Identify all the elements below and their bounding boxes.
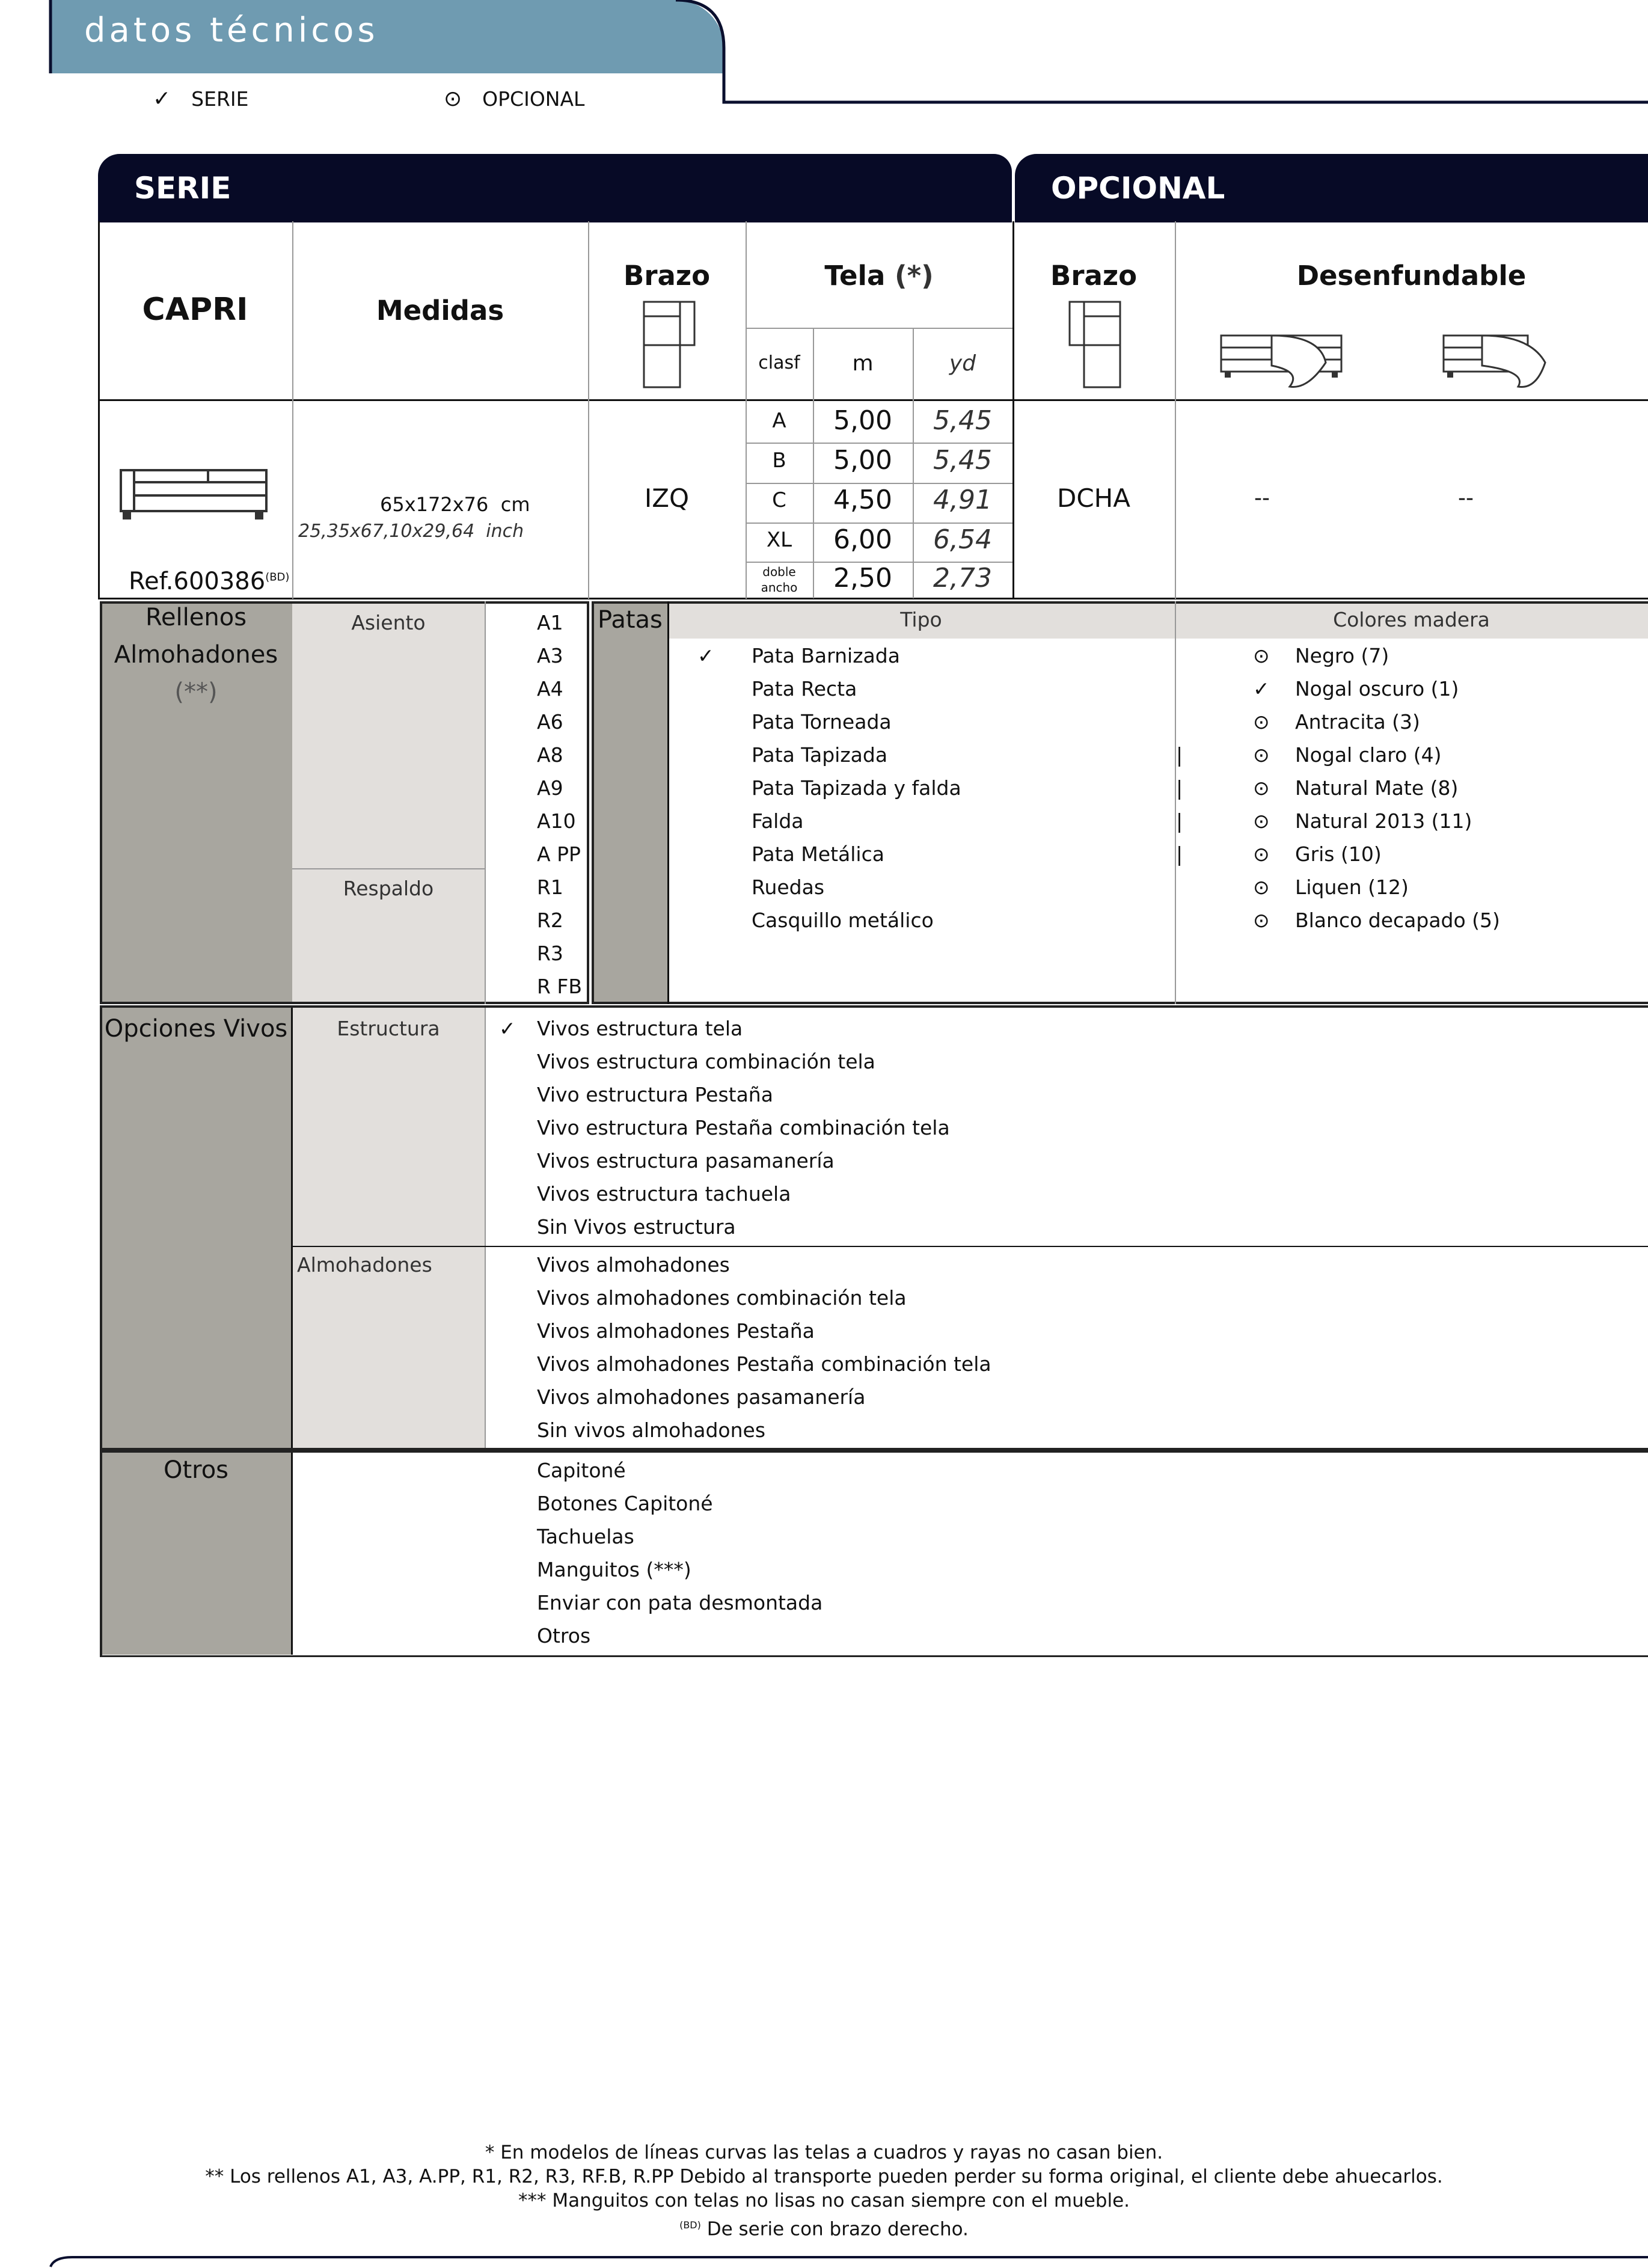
fabric-m: 2,50 xyxy=(833,563,892,593)
ref-sup: (BD) xyxy=(265,571,290,584)
vivo-label: Vivos estructura tachuela xyxy=(537,1182,791,1206)
rellenos-codes xyxy=(537,606,582,1003)
vivo-row: Vivos almohadones pasamanería xyxy=(537,1385,866,1409)
pata-label: Falda xyxy=(752,809,804,833)
pata-row xyxy=(697,838,1183,871)
dims-inch-value: 25,35x67,10x29,64 xyxy=(298,521,475,542)
fabric-clasf: B xyxy=(772,449,786,473)
pata-label: Ruedas xyxy=(752,875,825,899)
fabric-clasf: A xyxy=(772,409,786,433)
footnote xyxy=(0,2213,1648,2242)
pata-label: Pata Tapizada y falda xyxy=(752,776,961,800)
fabric-yd: 5,45 xyxy=(933,445,992,476)
desenfundable-value: -- xyxy=(1458,486,1474,510)
divider xyxy=(746,443,1012,444)
otros-item: Botones Capitoné xyxy=(537,1492,713,1515)
ref-label: Ref.600386 xyxy=(129,568,266,595)
otros-list xyxy=(537,1454,822,1652)
color-label: Blanco decapado (5) xyxy=(1295,909,1500,932)
patas-tipos-list xyxy=(697,639,1183,937)
arm-right-icon xyxy=(1067,299,1123,390)
code: A8 xyxy=(537,743,563,767)
check-icon: ✓ xyxy=(697,644,714,667)
fabric-yd: 6,54 xyxy=(933,524,992,555)
color-row xyxy=(1253,871,1500,904)
bottom-rule xyxy=(0,2249,1648,2268)
code: A6 xyxy=(537,710,563,734)
page-title: datos técnicos xyxy=(84,11,379,50)
pata-label: Pata Torneada xyxy=(752,710,892,734)
rellenos-title xyxy=(100,599,292,711)
dims-cm-value: 65x172x76 xyxy=(380,493,489,516)
radio-dot-icon: ⊙ xyxy=(1253,809,1270,833)
col-clasf: clasf xyxy=(758,352,800,373)
color-label: Natural 2013 (11) xyxy=(1295,809,1472,833)
radio-dot-icon: ⊙ xyxy=(1253,644,1270,667)
vivo-label: Vivos estructura pasamanería xyxy=(537,1149,835,1172)
check-icon: ✓ xyxy=(1253,677,1270,700)
pata-row xyxy=(697,771,1183,805)
pata-label: Pata Recta xyxy=(752,677,857,700)
color-row xyxy=(1253,838,1500,871)
divider xyxy=(292,1246,1648,1247)
color-row xyxy=(1253,904,1500,937)
check-icon: ✓ xyxy=(499,1017,516,1040)
divider xyxy=(485,601,486,1004)
pata-row xyxy=(697,871,1172,904)
pata-label: Pata Metálica xyxy=(752,842,884,866)
vivo-row xyxy=(499,1144,950,1177)
divider xyxy=(746,483,1012,484)
color-row xyxy=(1253,771,1500,805)
divider xyxy=(291,1008,293,1448)
col-yd: yd xyxy=(949,351,976,376)
patas-title: Patas xyxy=(598,606,663,634)
code: A10 xyxy=(537,809,576,833)
legend-opcional xyxy=(444,87,584,111)
color-label: Nogal claro (4) xyxy=(1295,743,1442,767)
divider xyxy=(98,221,100,599)
product-ref xyxy=(129,568,289,595)
product-name: CAPRI xyxy=(142,292,248,328)
fabric-m: 5,00 xyxy=(833,405,892,436)
color-label: Nogal oscuro (1) xyxy=(1295,677,1459,700)
fabric-clasf: XL xyxy=(766,528,792,552)
color-row xyxy=(1253,705,1500,738)
color-row xyxy=(1253,805,1500,838)
col-tela-mark: (*) xyxy=(895,260,934,292)
col-tela xyxy=(746,260,1012,292)
fabric-clasf xyxy=(746,564,813,595)
vivo-label: Vivo estructura Pestaña combinación tela xyxy=(537,1116,950,1139)
rellenos-title-line: (**) xyxy=(174,678,218,706)
arm-left-icon xyxy=(642,299,697,390)
check-icon: ✓ xyxy=(153,87,171,111)
color-row xyxy=(1253,738,1500,771)
code: R2 xyxy=(537,909,563,932)
vivo-row xyxy=(499,1078,950,1111)
otros-box xyxy=(100,1450,1648,1657)
col-m: m xyxy=(852,351,874,376)
footnote: *** Manguitos con telas no lisas no casan siempre con el mueble. xyxy=(518,2190,1130,2211)
vivo-row: Vivos almohadones combinación tela xyxy=(537,1286,907,1310)
colores-list xyxy=(1253,639,1500,937)
fabric-m: 6,00 xyxy=(833,524,892,555)
color-label: Gris (10) xyxy=(1295,842,1382,866)
legend-serie xyxy=(153,87,248,111)
dims-cm-unit: cm xyxy=(500,493,530,516)
almohadones-list xyxy=(537,1248,991,1447)
col-brazo-opcional: Brazo xyxy=(1050,260,1137,292)
fabric-m: 4,50 xyxy=(833,485,892,515)
otros-item: Capitoné xyxy=(537,1459,626,1482)
col-desenfundable: Desenfundable xyxy=(1296,260,1527,292)
dims-inch-unit: inch xyxy=(486,521,524,542)
code: A PP xyxy=(537,842,581,866)
radio-dot-icon: ⊙ xyxy=(1253,743,1270,767)
col-tela-label: Tela xyxy=(824,260,886,292)
legend-label: SERIE xyxy=(191,87,249,111)
vivo-label: Vivos estructura combinación tela xyxy=(537,1050,875,1073)
pata-row xyxy=(697,639,1172,672)
col-brazo: Brazo xyxy=(623,260,710,292)
code: R1 xyxy=(537,875,563,899)
bar-mark: | xyxy=(1176,776,1183,800)
fabric-yd: 4,91 xyxy=(933,485,992,515)
vivo-row: Sin vivos almohadones xyxy=(537,1418,766,1442)
pata-label: Pata Tapizada xyxy=(752,743,888,767)
code: A9 xyxy=(537,776,563,800)
vivo-row xyxy=(499,1111,950,1144)
radio-dot-icon: ⊙ xyxy=(444,87,462,111)
pata-row xyxy=(697,805,1183,838)
fabric-yd: 2,73 xyxy=(933,563,992,593)
divider xyxy=(98,399,1648,401)
banner-serie: SERIE xyxy=(98,154,1012,222)
clasf-line: ancho xyxy=(761,580,798,595)
almohadones-label: Almohadones xyxy=(297,1253,432,1277)
estructura-list xyxy=(499,1012,950,1243)
vivo-row: Vivos almohadones Pestaña xyxy=(537,1319,815,1343)
code: R3 xyxy=(537,942,563,965)
radio-dot-icon: ⊙ xyxy=(1253,776,1270,800)
desenfundable-value: -- xyxy=(1254,486,1270,510)
vivo-row: Vivos almohadones Pestaña combinación tela xyxy=(537,1352,991,1376)
vivo-label: Sin Vivos estructura xyxy=(537,1215,736,1239)
fabric-yd: 5,45 xyxy=(933,405,992,436)
color-label: Liquen (12) xyxy=(1295,875,1409,899)
footnote-sup: (BD) xyxy=(679,2219,701,2231)
divider xyxy=(485,1008,486,1448)
otros-item: Tachuelas xyxy=(537,1525,634,1548)
otros-item: Otros xyxy=(537,1624,591,1647)
code: A1 xyxy=(537,611,563,634)
vivo-row xyxy=(499,1045,950,1078)
bar-mark: | xyxy=(1176,809,1183,833)
vivo-row xyxy=(499,1210,950,1243)
vivo-row: Vivos almohadones xyxy=(537,1253,730,1277)
respaldo-label: Respaldo xyxy=(343,877,434,900)
rellenos-title-line: Rellenos xyxy=(145,604,247,631)
footnote: ** Los rellenos A1, A3, A.PP, R1, R2, R3, RF.B, R.PP Debido al transporte pueden perder su forma original, el cliente debe ahuecarlos. xyxy=(205,2166,1443,2187)
dims-inch xyxy=(298,521,524,542)
divider xyxy=(292,868,485,869)
clasf-line: doble xyxy=(762,565,796,579)
removable-cover-icon xyxy=(1218,329,1350,396)
pata-label: Pata Barnizada xyxy=(752,644,900,667)
fabric-clasf: C xyxy=(772,488,786,512)
color-row xyxy=(1253,639,1500,672)
footnote: * En modelos de líneas curvas las telas a cuadros y rayas no casan bien. xyxy=(485,2142,1163,2163)
sofa-diagram-icon xyxy=(118,464,274,530)
vivo-label: Vivos estructura tela xyxy=(537,1017,743,1040)
divider xyxy=(292,221,293,599)
asiento-label: Asiento xyxy=(351,611,426,634)
color-row xyxy=(1253,672,1500,705)
brazo-opcional-value: DCHA xyxy=(1057,483,1130,513)
pata-row xyxy=(697,904,1172,937)
pata-row xyxy=(697,705,1172,738)
banner-opcional: OPCIONAL xyxy=(1015,154,1648,222)
col-medidas: Medidas xyxy=(376,295,504,326)
tipo-header: Tipo xyxy=(900,608,942,631)
color-label: Negro (7) xyxy=(1295,644,1389,667)
removable-cover-icon xyxy=(1440,329,1560,396)
divider xyxy=(667,601,669,1004)
vivos-title: Opciones Vivos xyxy=(104,1015,288,1043)
colores-header: Colores madera xyxy=(1333,608,1490,631)
vivo-row xyxy=(499,1012,950,1045)
vivo-row xyxy=(499,1177,950,1210)
code: R FB xyxy=(537,975,583,998)
estructura-label: Estructura xyxy=(337,1017,440,1040)
vivo-label: Vivo estructura Pestaña xyxy=(537,1083,773,1106)
legend-label: OPCIONAL xyxy=(482,87,585,111)
pata-label: Casquillo metálico xyxy=(752,909,934,932)
code: A4 xyxy=(537,677,563,700)
divider xyxy=(98,598,1648,599)
otros-item: Manguitos (***) xyxy=(537,1558,691,1581)
color-label: Antracita (3) xyxy=(1295,710,1420,734)
rellenos-title-line: Almohadones xyxy=(114,641,278,669)
radio-dot-icon: ⊙ xyxy=(1253,710,1270,734)
brazo-serie-value: IZQ xyxy=(644,483,690,513)
pata-row xyxy=(697,738,1183,771)
code: A3 xyxy=(537,644,563,667)
radio-dot-icon: ⊙ xyxy=(1253,909,1270,932)
footnote-text: De serie con brazo derecho. xyxy=(706,2218,969,2240)
divider xyxy=(746,523,1012,524)
divider xyxy=(746,328,1012,329)
color-label: Natural Mate (8) xyxy=(1295,776,1459,800)
bar-mark: | xyxy=(1176,743,1183,767)
pata-row xyxy=(697,672,1172,705)
radio-dot-icon: ⊙ xyxy=(1253,842,1270,866)
otros-title: Otros xyxy=(163,1456,229,1484)
radio-dot-icon: ⊙ xyxy=(1253,875,1270,899)
bar-mark: | xyxy=(1176,842,1183,866)
otros-item: Enviar con pata desmontada xyxy=(537,1591,823,1614)
fabric-m: 5,00 xyxy=(833,445,892,476)
dims-cm xyxy=(380,493,530,516)
